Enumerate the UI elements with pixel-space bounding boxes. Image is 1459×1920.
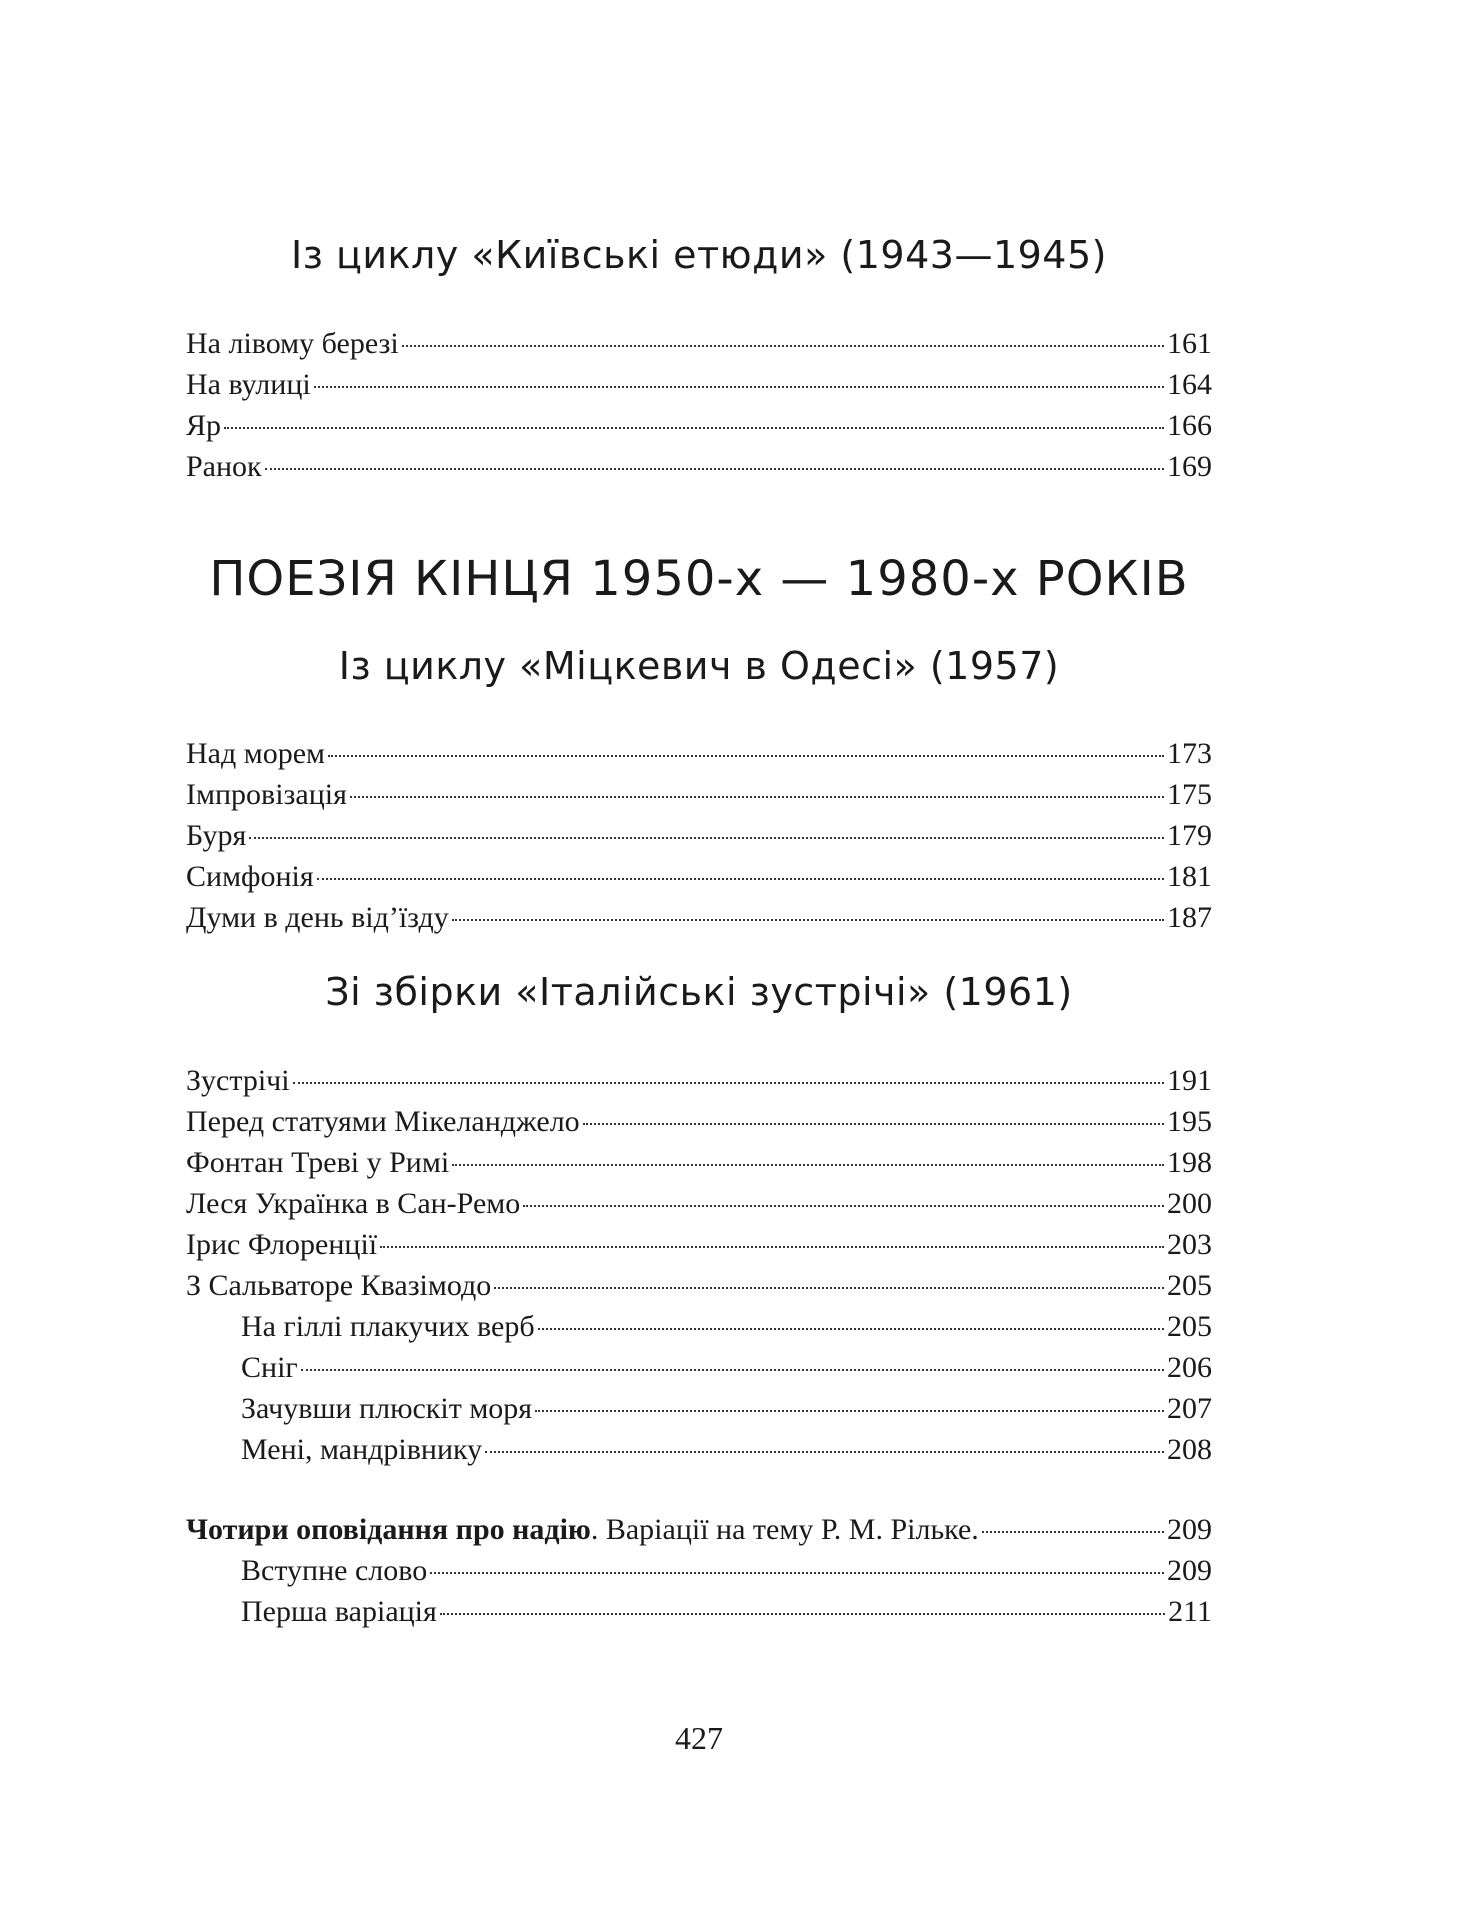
- entry-title: Над морем: [186, 737, 326, 770]
- toc-entry[interactable]: [186, 815, 1212, 856]
- toc-entry[interactable]: [186, 446, 1212, 487]
- toc-entry[interactable]: [186, 856, 1212, 897]
- toc-entry[interactable]: [186, 897, 1212, 938]
- entry-title: Перша варіація: [241, 1595, 437, 1628]
- entry-page: 169: [1167, 450, 1212, 483]
- toc-subentry[interactable]: [186, 1388, 1212, 1429]
- entry-page: 195: [1167, 1105, 1212, 1138]
- cycle-heading-mickiewicz: Із циклу «Міцкевич в Одесі» (1957): [338, 644, 1060, 688]
- dot-leader: [452, 1164, 1164, 1166]
- entry-page: 205: [1167, 1310, 1212, 1343]
- entry-title: Думи в день від’їзду: [186, 901, 449, 934]
- toc-list-four-stories: [186, 1509, 1212, 1632]
- toc-entry[interactable]: [186, 323, 1212, 364]
- entry-title-bold: Чотири оповідання про надію: [186, 1513, 591, 1546]
- toc-entry[interactable]: [186, 733, 1212, 774]
- entry-page: 206: [1167, 1351, 1212, 1384]
- toc-entry[interactable]: [186, 1101, 1212, 1142]
- entry-title: Яр: [186, 409, 222, 442]
- dot-leader: [314, 386, 1164, 388]
- toc-entry[interactable]: [186, 364, 1212, 405]
- dot-leader: [380, 1246, 1164, 1248]
- toc-subentry[interactable]: [186, 1306, 1212, 1347]
- entry-page: 211: [1168, 1595, 1212, 1628]
- dot-leader: [494, 1287, 1164, 1289]
- entry-page: 205: [1167, 1269, 1212, 1302]
- dot-leader: [249, 837, 1164, 839]
- entry-title: Симфонія: [186, 860, 314, 893]
- entry-page: 166: [1167, 409, 1212, 442]
- entry-page: 209: [1167, 1513, 1212, 1546]
- entry-title: Ірис Флоренції: [186, 1228, 378, 1261]
- dot-leader: [317, 878, 1164, 880]
- entry-title: На гіллі плакучих верб: [241, 1310, 535, 1343]
- entry-page: 181: [1167, 860, 1212, 893]
- entry-title: Мені, мандрівнику: [241, 1433, 483, 1466]
- toc-entry[interactable]: [186, 1183, 1212, 1224]
- cycle-heading-italian: Зі збірки «Італійські зустрічі» (1961): [325, 970, 1073, 1014]
- entry-title: Ранок: [186, 450, 262, 483]
- entry-title: З Сальваторе Квазімодо: [186, 1269, 492, 1302]
- entry-title: [186, 1509, 979, 1550]
- toc-entry[interactable]: [186, 774, 1212, 815]
- entry-title: Фонтан Треві у Римі: [186, 1146, 450, 1179]
- dot-leader: [224, 427, 1164, 429]
- toc-entry[interactable]: [186, 1265, 1212, 1306]
- entry-page: 191: [1167, 1064, 1212, 1097]
- entry-page: 209: [1167, 1554, 1212, 1587]
- entry-subtitle: . Варіації на тему Р. М. Рільке.: [590, 1513, 979, 1546]
- toc-list-italian: [186, 1060, 1212, 1470]
- toc-list-kyiv-etudes: [186, 323, 1212, 487]
- entry-page: 200: [1167, 1187, 1212, 1220]
- toc-subentry[interactable]: [186, 1429, 1212, 1470]
- dot-leader: [430, 1572, 1164, 1574]
- dot-leader: [328, 755, 1164, 757]
- entry-title: Сніг: [241, 1351, 298, 1384]
- entry-title: Буря: [186, 819, 247, 852]
- dot-leader: [485, 1451, 1164, 1453]
- dot-leader: [301, 1369, 1164, 1371]
- section-heading-poetry: ПОЕЗІЯ КІНЦЯ 1950-х — 1980-х РОКІВ: [209, 551, 1189, 607]
- page-number: 427: [675, 1720, 723, 1756]
- entry-title: Зачувши плюскіт моря: [241, 1392, 533, 1425]
- cycle-heading-kyiv-etudes: Із циклу «Київські етюди» (1943—1945): [291, 233, 1107, 277]
- dot-leader: [535, 1410, 1164, 1412]
- toc-subentry[interactable]: [186, 1347, 1212, 1388]
- entry-page: 164: [1167, 368, 1212, 401]
- toc-subentry[interactable]: [186, 1550, 1212, 1591]
- dot-leader: [583, 1123, 1164, 1125]
- dot-leader: [265, 468, 1164, 470]
- toc-entry[interactable]: [186, 1142, 1212, 1183]
- entry-page: 198: [1167, 1146, 1212, 1179]
- dot-leader: [452, 919, 1164, 921]
- entry-page: 175: [1167, 778, 1212, 811]
- entry-page: 207: [1167, 1392, 1212, 1425]
- entry-page: 179: [1167, 819, 1212, 852]
- entry-page: 173: [1167, 737, 1212, 770]
- toc-subentry[interactable]: [186, 1591, 1212, 1632]
- entry-page: 161: [1167, 327, 1212, 360]
- dot-leader: [523, 1205, 1164, 1207]
- entry-title: На вулиці: [186, 368, 311, 401]
- dot-leader: [350, 796, 1164, 798]
- dot-leader: [293, 1082, 1164, 1084]
- entry-title: Імпровізація: [186, 778, 347, 811]
- dot-leader: [538, 1328, 1164, 1330]
- entry-title: Перед статуями Мікеланджело: [186, 1105, 580, 1138]
- toc-entry[interactable]: [186, 1509, 1212, 1550]
- entry-title: Леся Українка в Сан-Ремо: [186, 1187, 521, 1220]
- toc-entry[interactable]: [186, 1060, 1212, 1101]
- toc-entry[interactable]: [186, 1224, 1212, 1265]
- entry-title: Зустрічі: [186, 1064, 290, 1097]
- entry-page: 203: [1167, 1228, 1212, 1261]
- dot-leader: [440, 1613, 1165, 1615]
- entry-title: Вступне слово: [241, 1554, 428, 1587]
- dot-leader: [982, 1531, 1164, 1533]
- dot-leader: [402, 345, 1164, 347]
- toc-list-mickiewicz: [186, 733, 1212, 938]
- entry-page: 208: [1167, 1433, 1212, 1466]
- toc-entry[interactable]: [186, 405, 1212, 446]
- entry-title: На лівому березі: [186, 327, 399, 360]
- entry-page: 187: [1167, 901, 1212, 934]
